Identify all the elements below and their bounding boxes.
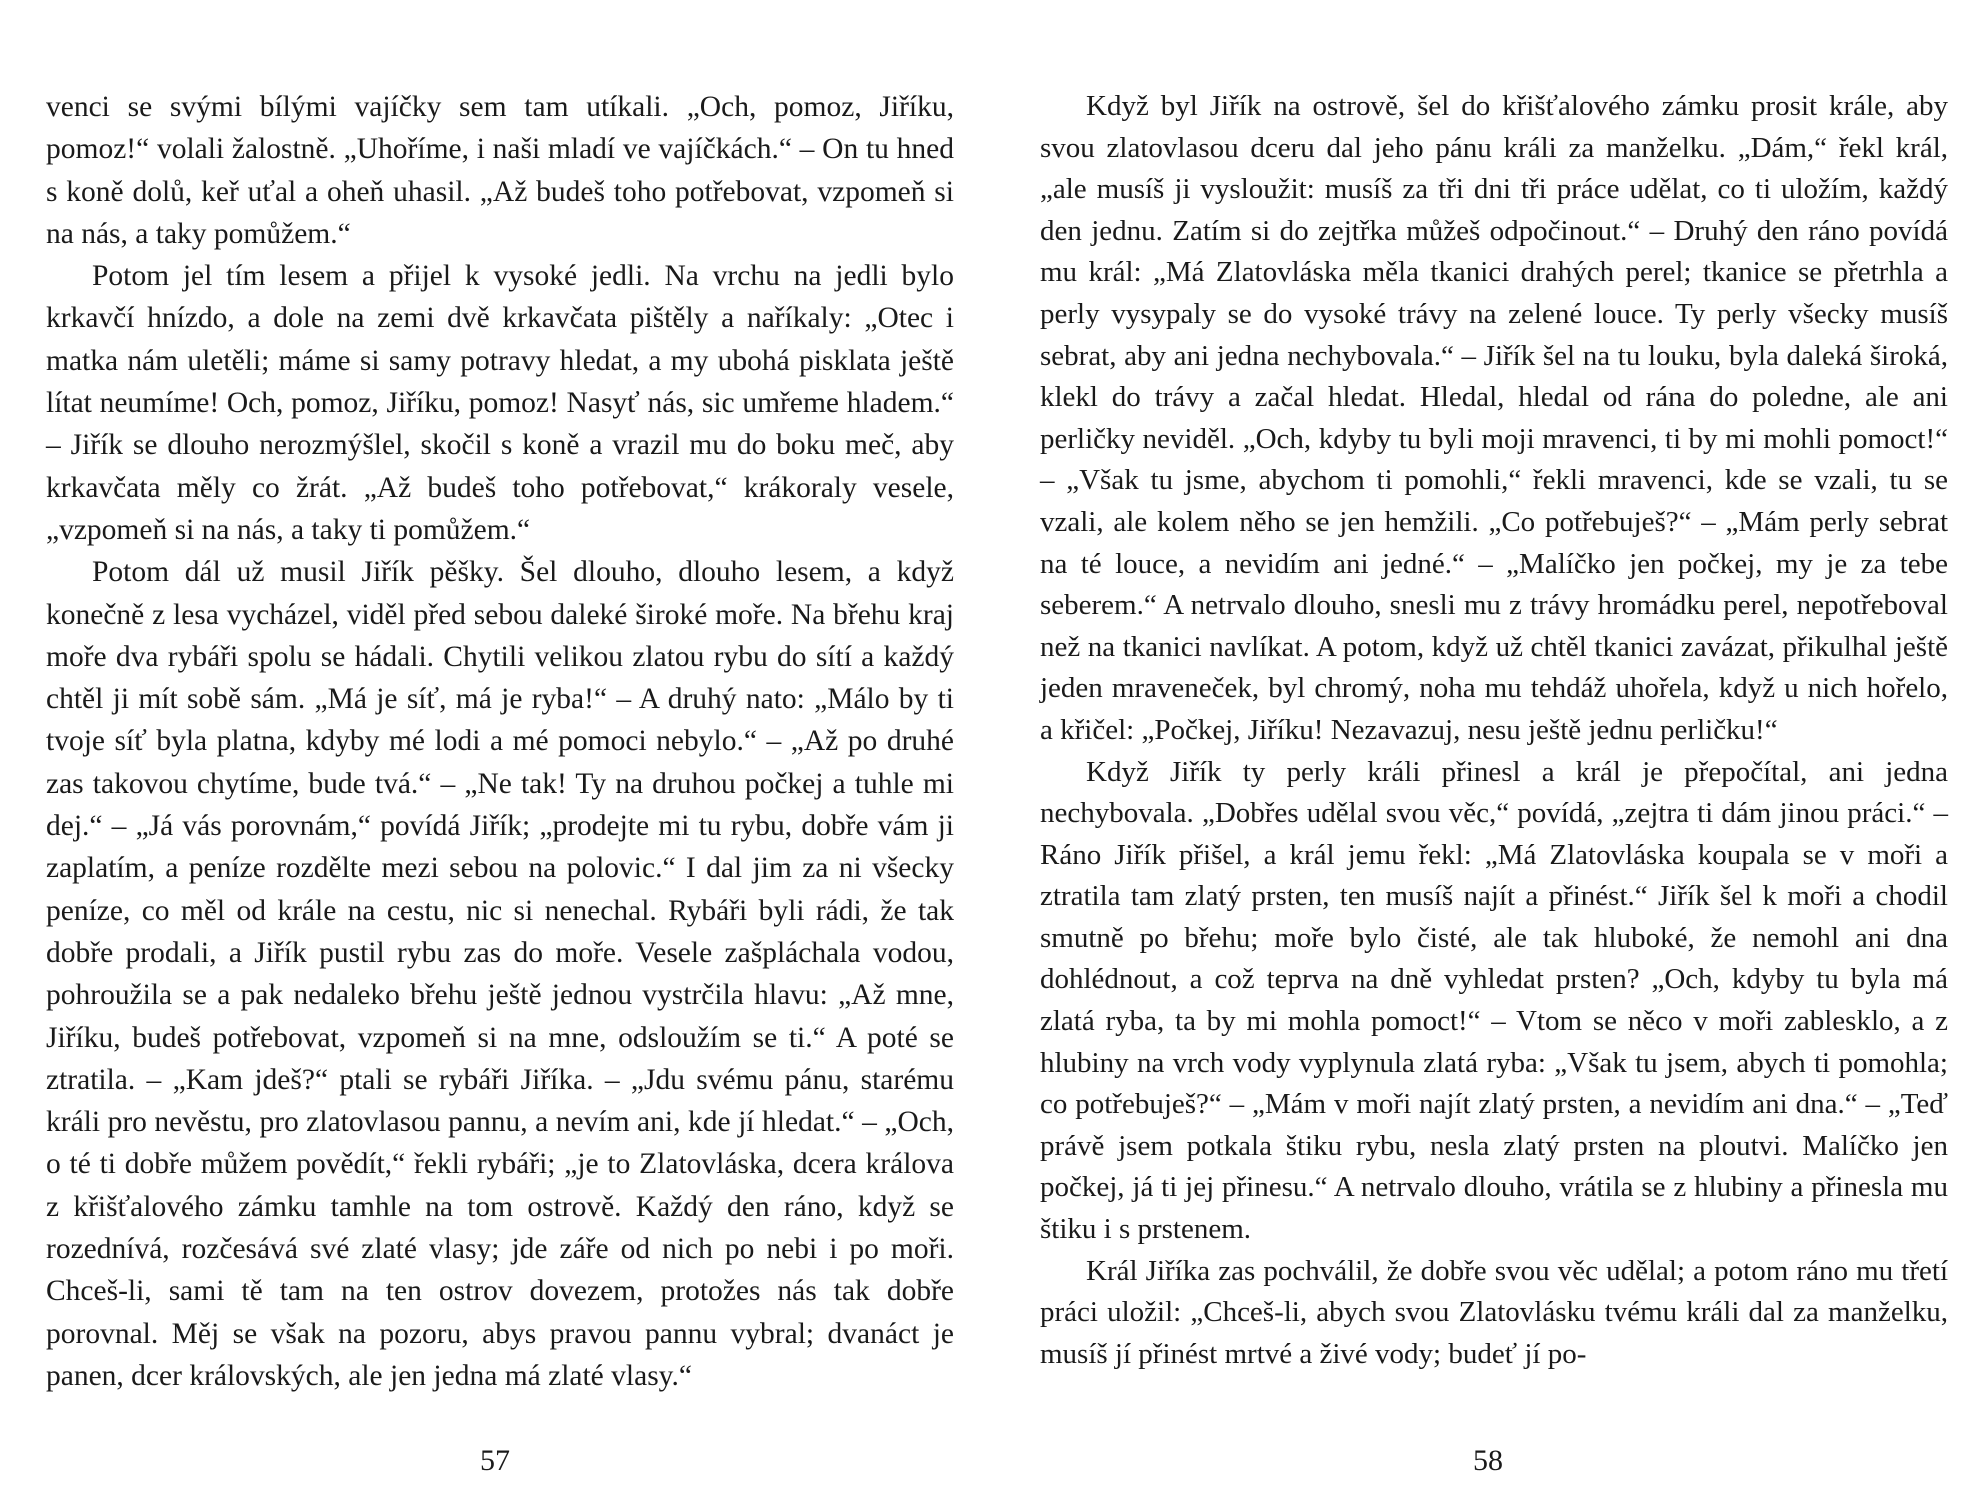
paragraph: Král Jiříka zas pochválil, že dobře svou věc udělal; a potom ráno mu třetí práci uložil: „Chceš-li, abych svou Zlatovlásku tvému králi dal za manželku, musíš jí přinést mrtvé a živé vody; budeť jí po- [1040, 1254, 1948, 1370]
paragraph: Když Jiřík ty perly králi přinesl a král je přepočítal, ani jedna nechybovala. „Dobřes udělal svou věc,“ povídá, „zejtra ti dám jinou práci.“ – Ráno Jiřík přišel, a král jemu řekl: „Má Zlatovláska koupala se v moři a ztratila tam zlatý prsten, ten musíš najít a přinést.“ Jiřík šel k moři a chodil smutně po břehu; moře bylo čisté, ale tak hluboké, že nemohl ani dna dohlédnout, a což teprva na dně vyhledat prsten? „Och, kdyby tu byla má zlatá ryba, ta by mi mohla pomoct!“ – Vtom se něco v moři zablesklo, a z hlubiny na vrch vody vyplynula zlatá ryba: „Však tu jsem, abych ti pomohla; co potřebuješ?“ – „Mám v moři najít zlatý prsten, a nevidím ani dna.“ – „Teď právě jsem potkala štiku rybu, nesla zlatý prsten na ploutvi. Malíčko jen počkej, já ti jej přinesu.“ A netrvalo dlouho, vrátila se z hlubiny a přinesla mu štiku i s prstenem. [1040, 755, 1948, 1246]
right-page [1040, 86, 1948, 1375]
paragraph: Potom dál už musil Jiřík pěšky. Šel dlouho, dlouho lesem, a když konečně z lesa vycházel, viděl před sebou daleké široké moře. Na břehu kraj moře dva rybáři spolu se hádali. Chytili velikou zlatou rybu do sítí a každý chtěl ji mít sobě sám. „Má je síť, má je ryba!“ – A druhý nato: „Málo by ti tvoje síť byla platna, kdyby mé lodi a mé pomoci nebylo.“ – „Až po druhé zas takovou chytíme, bude tvá.“ – „Ne tak! Ty na druhou počkej a tuhle mi dej.“ – „Já vás porovnám,“ povídá Jiřík; „prodejte mi tu rybu, dobře vám ji zaplatím, a peníze rozdělte mezi sebou na polovic.“ I dal jim za ni všecky peníze, co měl od krále na cestu, nic si nenechal. Rybáři byli rádi, že tak dobře prodali, a Jiřík pustil rybu zas do moře. Vesele zašpláchala vodou, pohroužila se a pak nedaleko břehu ještě jednou vystrčila hlavu: „Až mne, Jiříku, budeš potřebovat, vzpomeň si na mne, odsloužím se ti.“ A poté se ztratila. – „Kam jdeš?“ ptali se rybáři Jiříka. – „Jdu svému pánu, starému králi pro nevěstu, pro zlatovlasou pannu, a nevím ani, kde jí hledat.“ – „Och, o té ti dobře můžem povědít,“ řekli rybáři; „je to Zlatovláska, dcera králova z křišťalového zámku tamhle na tom ostrově. Každý den ráno, když se rozednívá, rozčesává své zlaté vlasy; jde záře od nich po nebi i po moři. Chceš-li, sami tě tam na ten ostrov dovezem, protožes nás tak dobře porovnal. Měj se však na pozoru, abys pravou pannu vybral; dvanáct je panen, dcer královských, ale jen jedna má zlaté vlasy.“ [46, 556, 954, 1392]
right-page-text [1040, 86, 1948, 1375]
paragraph: venci se svými bílými vajíčky sem tam utíkali. „Och, pomoz, Jiříku, pomoz!“ volali žalostně. „Uhoříme, i naši mladí ve vajíčkách.“ – On tu hned s koně dolů, keř uťal a oheň uhasil. „Až budeš toho potřebovat, vzpomeň si na nás, a taky pomůžem.“ [46, 91, 954, 250]
page-number-right: 58 [1473, 1444, 1503, 1477]
left-page [46, 86, 954, 1397]
page-number-left: 57 [480, 1444, 510, 1477]
left-page-text [46, 86, 954, 1397]
paragraph: Potom jel tím lesem a přijel k vysoké jedli. Na vrchu na jedli bylo krkavčí hnízdo, a dole na zemi dvě krkavčata pištěly a naříkaly: „Otec i matka nám uletěli; máme si samy potravy hledat, a my ubohá pisklata ještě lítat neumíme! Och, pomoz, Jiříku, pomoz! Nasyť nás, sic umřeme hladem.“ – Jiřík se dlouho nerozmýšlel, skočil s koně a vrazil mu do boku meč, aby krkavčata měly co žrát. „Až budeš toho potřebovat,“ krákoraly vesele, „vzpomeň si na nás, a taky ti pomůžem.“ [46, 260, 954, 546]
paragraph: Když byl Jiřík na ostrově, šel do křišťalového zámku prosit krále, aby svou zlatovlasou dceru dal jeho pánu králi za manželku. „Dám,“ řekl král, „ale musíš ji vysloužit: musíš za tři dni tři práce udělat, co ti uložím, každý den jednu. Zatím si do zejtřka můžeš odpočinout.“ – Druhý den ráno povídá mu král: „Má Zlatovláska měla tkanici drahých perel; tkanice se přetrhla a perly vysypaly se do vysoké trávy na zelené louce. Ty perly všecky musíš sebrat, aby ani jedna nechybovala.“ – Jiřík šel na tu louku, byla daleká široká, klekl do trávy a začal hledat. Hledal, hledal od rána do poledne, ale ani perličky neviděl. „Och, kdyby tu byli moji mravenci, ti by mi mohli pomoct!“ – „Však tu jsme, abychom ti pomohli,“ řekli mravenci, kde se vzali, tu se vzali, ale kolem něho se jen hemžili. „Co potřebuješ?“ – „Mám perly sebrat na té louce, a nevidím ani jedné.“ – „Malíčko jen počkej, my je za tebe seberem.“ A netrvalo dlouho, snesli mu z trávy hromádku perel, nepotřeboval než na tkanici navlíkat. A potom, když už chtěl tkanici zavázat, přikulhal ještě jeden mraveneček, byl chromý, noha mu tehdáž uhořela, když u nich hořelo, a křičel: „Počkej, Jiříku! Nezavazuj, nesu ještě jednu perličku!“ [1040, 90, 1948, 746]
